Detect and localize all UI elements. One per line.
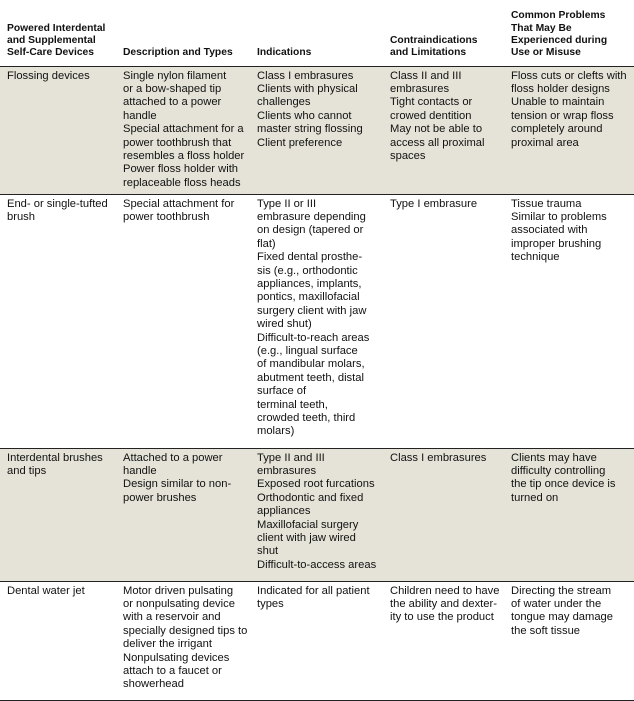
cell-line: of mandibular molars, [257,358,365,371]
contraindications-cell [383,66,504,194]
cell-line: spaces [390,149,426,162]
header-line: and Supplemental [7,34,96,46]
cell-line: (e.g., lingual surface [257,344,358,357]
cell-line: embrasures [257,464,317,477]
cell-line: terminal teeth, [257,398,328,411]
cell-line: appliances [257,505,311,518]
cell-line: Maxillofacial surgery [257,518,359,531]
cell-line: Special attachment for [123,197,235,210]
cell-line: floss holder designs [511,82,610,95]
cell-line: Class II and III [390,69,462,82]
cell-line: embrasures [390,82,450,95]
cell-line: turned on [511,491,559,504]
indications-cell [250,581,383,700]
cell-line: ity to use the product [390,611,494,624]
cell-line: brush [7,210,35,223]
cell-line: Orthodontic and fixed [257,491,364,504]
cell-line: Clients who cannot [257,109,352,122]
cell-line: Dental water jet [7,584,85,597]
cell-line: Clients may have [511,451,597,464]
table-row [0,581,634,700]
cell-line: Design similar to non- [123,478,232,491]
header-devices [0,0,116,66]
cell-line: Class I embrasures [257,69,354,82]
header-line: Description and Types [123,47,233,59]
cell-line: or nonpulsating device [123,597,235,610]
cell-line: handle [123,464,157,477]
cell-line: Single nylon filament [123,69,227,82]
cell-line: master string flossing [257,123,363,136]
cell-line: Client preference [257,136,343,149]
cell-line: Tight contacts or [390,96,473,109]
header-line: Self-Care Devices [7,47,95,59]
cell-line: challenges [257,96,311,109]
cell-line: pontics, maxillofacial [257,291,360,304]
cell-line: access all proximal [390,136,485,149]
cell-line: on design (tapered or [257,224,364,237]
cell-line: or a bow-shaped tip [123,82,222,95]
cell-line: power toothbrush [123,210,210,223]
device-name-cell [0,448,116,581]
header-contraindications [383,0,504,66]
cell-line: surgery client with jaw [257,304,367,317]
cell-line: deliver the irrigant [123,638,212,651]
cell-line: embrasure depending [257,210,366,223]
cell-line: flat) [257,237,276,250]
cell-line: technique [511,251,560,264]
cell-line: crowded teeth, third [257,412,356,424]
contraindications-cell [383,448,504,581]
cell-line: tension or wrap floss [511,109,614,122]
cell-line: molars) [257,425,295,438]
description-cell [116,448,250,581]
cell-line: tongue may damage [511,611,613,624]
cell-line: Clients with physical [257,82,358,95]
header-line: Common Problems [511,10,606,22]
table-header [0,0,634,66]
cell-line: Special attachment for a [123,123,244,136]
problems-cell [504,581,634,700]
cell-line: Attached to a power [123,451,223,464]
cell-line: appliances, implants, [257,277,362,290]
cell-line: associated with [511,224,588,237]
cell-line: Type I embrasure [390,197,478,210]
indications-cell [250,66,383,194]
cell-line: Unable to maintain [511,96,605,109]
indications-cell [250,448,383,581]
header-line: Contraindications [390,34,478,46]
cell-line: power brushes [123,491,197,504]
cell-line: Directing the stream [511,584,612,597]
cell-line: wired shut) [257,318,312,331]
cell-line: Floss cuts or clefts with [511,69,627,82]
header-common-problems [504,0,634,66]
cell-line: Difficult-to-access areas [257,558,377,571]
cell-line: Class I embrasures [390,451,487,464]
cell-line: power toothbrush that [123,136,232,149]
cell-line: proximal area [511,136,579,149]
cell-line: Difficult-to-reach areas [257,331,370,344]
table-row [0,66,634,194]
header-line: and Limitations [390,47,467,59]
header-row [0,0,634,66]
table-body [0,66,634,700]
cell-line: crowed dentition [390,109,472,122]
header-line: Use or Misuse [511,47,581,59]
cell-line: Fixed dental prosthe- [257,251,363,264]
problems-cell [504,448,634,581]
cell-line: improper brushing [511,237,602,250]
cell-line: Exposed root furcations [257,478,375,491]
cell-line: Flossing devices [7,69,90,82]
cell-line: specially designed tips to [123,624,248,637]
cell-line: abutment teeth, distal [257,371,364,384]
cell-line: Children need to have [390,584,500,597]
header-line: Indications [257,47,312,59]
description-cell [116,194,250,448]
cell-line: client with jaw wired [257,531,356,544]
header-indications [250,0,383,66]
cell-line: the tip once device is [511,478,616,491]
cell-line: the soft tissue [511,624,581,637]
cell-line: types [257,597,284,610]
cell-line: attached to a power [123,96,222,109]
cell-line: Power floss holder with [123,163,239,176]
header-line: That May Be [511,22,572,34]
contraindications-cell [383,194,504,448]
cell-line: Motor driven pulsating [123,584,234,597]
table-row [0,448,634,581]
device-name-cell [0,194,116,448]
cell-line: Interdental brushes [7,451,103,464]
problems-cell [504,66,634,194]
cell-line: surface of [257,385,307,398]
cell-line: showerhead [123,678,184,691]
cell-line: Type II or III [257,197,317,210]
cell-line: attach to a faucet or [123,664,222,677]
cell-line: and tips [7,464,47,477]
cell-line: handle [123,109,157,122]
description-cell [116,581,250,700]
cell-line: resembles a floss holder [123,149,245,162]
cell-line: Type II and III [257,451,325,464]
cell-line: Similar to problems [511,210,607,223]
cell-line: Indicated for all patient [257,584,370,597]
cell-line: difficulty controlling [511,464,606,477]
cell-line: May not be able to [390,123,483,136]
cell-line: shut [257,545,279,558]
cell-line: the ability and dexter- [390,597,497,610]
cell-line: End- or single-tufted [7,197,108,210]
cell-line: Nonpulsating devices [123,651,230,664]
cell-line: sis (e.g., orthodontic [257,264,358,277]
contraindications-cell [383,581,504,700]
cell-line: with a reservoir and [123,611,221,624]
cell-line: of water under the [511,597,602,610]
cell-line: completely around [511,123,603,136]
cell-line: replaceable floss heads [123,176,241,189]
header-line: Powered Interdental [7,22,106,34]
indications-cell [250,194,383,448]
table-row [0,194,634,448]
description-cell [116,66,250,194]
header-description [116,0,250,66]
problems-cell [504,194,634,448]
header-line: Experienced during [511,34,608,46]
device-name-cell [0,66,116,194]
cell-line: Tissue trauma [511,197,582,210]
device-name-cell [0,581,116,700]
